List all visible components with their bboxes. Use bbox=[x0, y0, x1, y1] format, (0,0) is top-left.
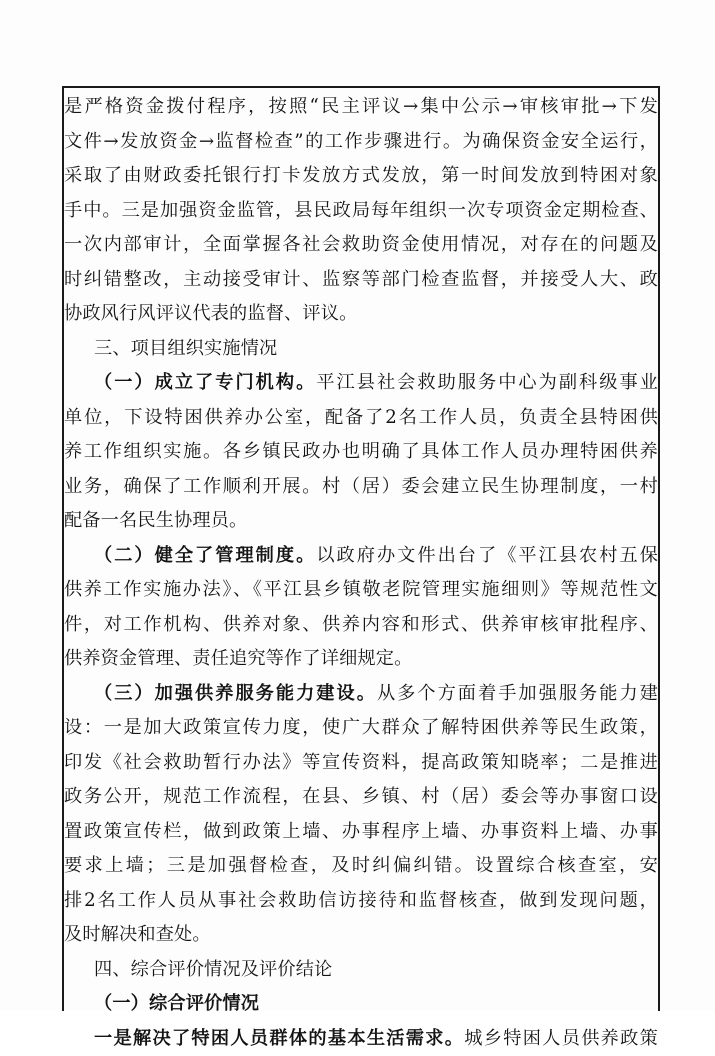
point-title: 一是解决了特困人员群体的基本生活需求。 bbox=[94, 1028, 464, 1049]
text-line bbox=[64, 366, 658, 401]
text-line: 供养资金管理、责任追究等作了详细规定。 bbox=[64, 642, 658, 677]
text-line: 养工作组织实施。各乡镇民政办也明确了具体工作人员办理特困供养 bbox=[64, 435, 658, 470]
text-line: 一次内部审计，全面掌握各社会救助资金使用情况，对存在的问题及 bbox=[64, 228, 658, 263]
subsection-title: （一）成立了专门机构。 bbox=[94, 372, 316, 393]
text-line: 排2名工作人员从事社会救助信访接待和监督核查，做到发现问题， bbox=[64, 884, 658, 919]
text-line bbox=[64, 677, 658, 712]
text-line: 要求上墙；三是加强督检查，及时纠偏纠错。设置综合核查室，安 bbox=[64, 849, 658, 884]
text-line: 协政风行风评议代表的监督、评议。 bbox=[64, 297, 658, 332]
subsection-heading: （一）综合评价情况 bbox=[64, 987, 658, 1022]
text-run: 城乡特困人员供养政策 bbox=[464, 1028, 658, 1049]
text-run: 平江县社会救助服务中心为副科级事业 bbox=[316, 372, 658, 393]
text-line: 文件→发放资金→监督检查”的工作步骤进行。为确保资金安全运行， bbox=[64, 125, 658, 160]
text-line: 配备一名民生协理员。 bbox=[64, 504, 658, 539]
text-line: 设：一是加大政策宣传力度，使广大群众了解特困供养等民生政策， bbox=[64, 711, 658, 746]
text-line: 手中。三是加强资金监管，县民政局每年组织一次专项资金定期检查、 bbox=[64, 194, 658, 229]
text-line: 时纠错整改，主动接受审计、监察等部门检查监督，并接受人大、政 bbox=[64, 263, 658, 298]
text-line: 及时解决和查处。 bbox=[64, 918, 658, 953]
text-line: 件，对工作机构、供养对象、供养内容和形式、供养审核审批程序、 bbox=[64, 608, 658, 643]
text-line: 采取了由财政委托银行打卡发放方式发放，第一时间发放到特困对象 bbox=[64, 159, 658, 194]
section-heading: 四、综合评价情况及评价结论 bbox=[64, 953, 658, 988]
text-line: 单位，下设特困供养办公室，配备了2名工作人员，负责全县特困供 bbox=[64, 401, 658, 436]
text-line: 政务公开，规范工作流程，在县、乡镇、村（居）委会等办事窗口设 bbox=[64, 780, 658, 815]
text-run: 以政府办文件出台了《平江县农村五保 bbox=[316, 545, 658, 566]
subsection-title: （二）健全了管理制度。 bbox=[94, 545, 316, 566]
text-run: 从多个方面着手加强服务能力建 bbox=[377, 683, 658, 704]
text-line bbox=[64, 1022, 658, 1056]
text-line: 业务，确保了工作顺利开展。村（居）委会建立民生协理制度，一村 bbox=[64, 470, 658, 505]
text-line bbox=[64, 539, 658, 574]
subsection-title: （三）加强供养服务能力建设。 bbox=[94, 683, 377, 704]
text-line: 印发《社会救助暂行办法》等宣传资料，提高政策知晓率；二是推进 bbox=[64, 746, 658, 781]
section-heading: 三、项目组织实施情况 bbox=[64, 332, 658, 367]
text-line: 置政策宣传栏，做到政策上墙、办事程序上墙、办事资料上墙、办事 bbox=[64, 815, 658, 850]
text-line: 供养工作实施办法》、《平江县乡镇敬老院管理实施细则》等规范性文 bbox=[64, 573, 658, 608]
text-line: 是严格资金拨付程序，按照“民主评议→集中公示→审核审批→下发 bbox=[64, 90, 658, 125]
document-body bbox=[64, 90, 658, 1056]
